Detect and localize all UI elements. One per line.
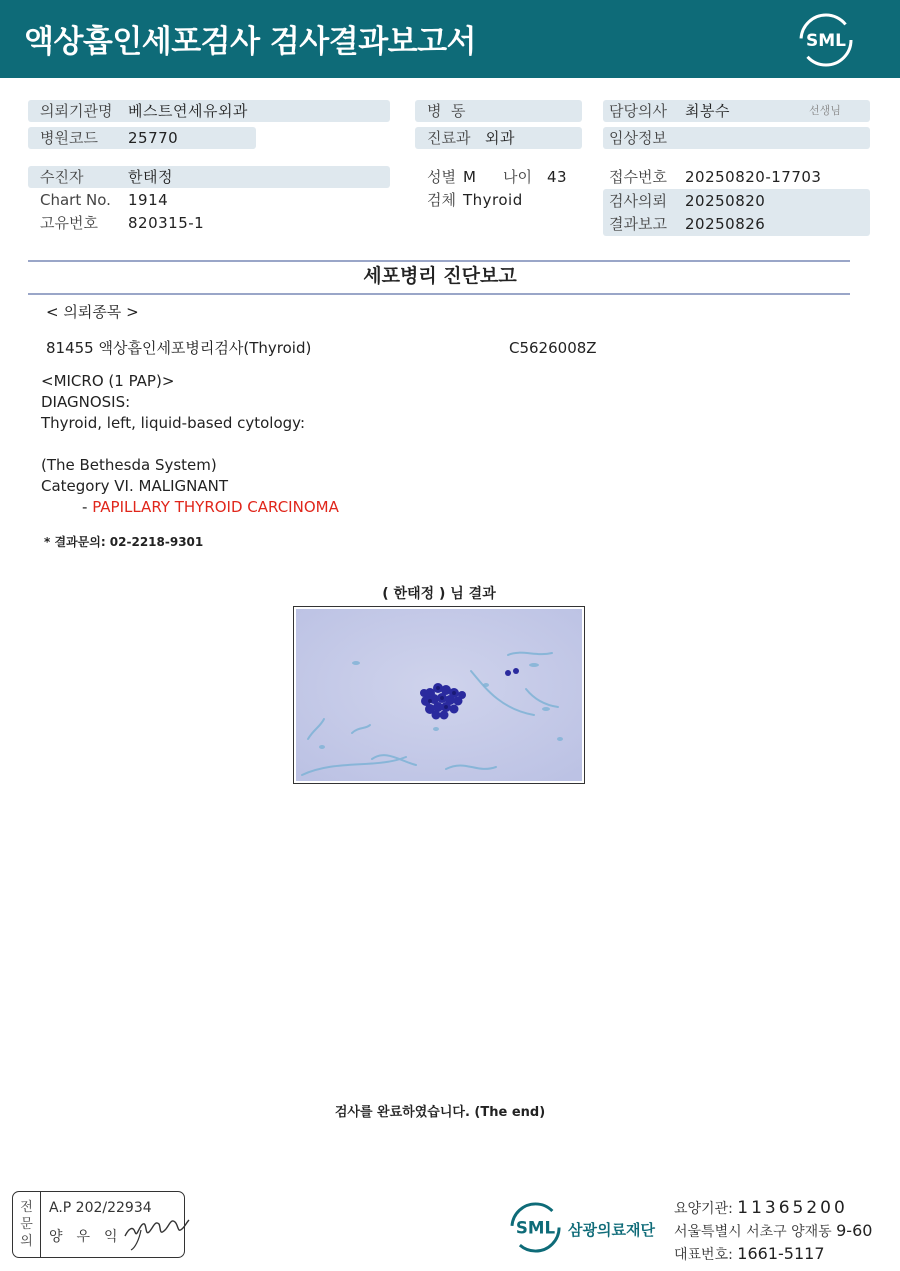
diagnosis-site: Thyroid, left, liquid-based cytology: [41,414,306,432]
institution-code-line [674,1198,848,1218]
sml-logo-text: SML [806,31,846,51]
end-text: 검사를 완료하였습니다. (The end) [334,1105,546,1120]
footer-sml-logo-icon [508,1200,563,1255]
patient-name-field [28,166,390,188]
test-code-name: 81455 액상흡인세포병리검사(Thyroid) [46,339,312,357]
stamp-side-label [13,1192,41,1257]
footer-logo-text: SML [515,1218,556,1238]
phone-value: 1661-5117 [737,1244,825,1263]
doctor-value: 최봉수 [685,102,730,120]
age-label: 나이 [503,168,532,186]
signature-icon [121,1206,191,1252]
request-date-value: 20250820 [685,192,766,210]
specimen-label: 검체 [427,191,456,209]
inquiry-note: * 결과문의: 02-2218-9301 [44,535,204,549]
finding-dash: - [82,498,93,516]
report-date-value: 20250826 [685,215,766,233]
section-bottom-rule [28,293,850,295]
clinical-info-label: 임상정보 [609,129,667,147]
pathologist-stamp [12,1191,185,1258]
sex-value: M [463,168,477,186]
sex-age-field [415,166,582,188]
patient-name-value: 한태정 [128,168,173,186]
test-id: C5626008Z [509,339,597,357]
chart-no-field [28,189,390,211]
ward-label: 병 동 [427,102,466,120]
receipt-no-field [603,166,870,188]
chart-no-value: 1914 [128,191,169,209]
department-label: 진료과 [427,129,471,147]
result-caption: ( 한태정 ) 님 결과 [382,586,496,602]
address-number: 9-60 [836,1221,873,1240]
institution-code-label: 요양기관: [674,1201,733,1217]
report-header [0,0,900,78]
micro-line: <MICRO (1 PAP)> [41,372,175,390]
unique-id-value: 820315-1 [128,214,205,232]
finding-diagnosis: PAPILLARY THYROID CARCINOMA [92,498,339,516]
hospital-code-value: 25770 [128,129,179,147]
clinical-info-field [603,127,870,149]
unique-id-field [28,212,390,234]
receipt-no-label: 접수번호 [609,168,667,186]
stamp-name: 양우익 [49,1229,132,1245]
cytology-image [293,606,585,784]
specimen-value: Thyroid [463,191,523,209]
patient-name-label: 수진자 [40,168,84,186]
finding-line [82,497,339,518]
institution-code-value: 11365200 [737,1198,848,1218]
address-text: 서울특별시 서초구 양재동 [674,1224,832,1240]
hospital-code-field [28,127,256,149]
request-items-heading: < 의뢰종목 > [46,303,139,321]
doctor-field [603,100,870,122]
section-title: 세포병리 진단보고 [363,265,517,287]
doctor-label: 담당의사 [609,102,667,120]
institution-field [28,100,390,122]
bethesda-system-line: (The Bethesda System) [41,456,217,474]
stamp-side-char-2: 문 [20,1217,33,1232]
address-line [674,1221,872,1241]
phone-line [674,1244,825,1264]
stamp-side-char-1: 전 [20,1200,33,1215]
institution-value: 베스트연세유외과 [128,102,248,120]
department-field [415,127,582,149]
diagnosis-label: DIAGNOSIS: [41,393,131,411]
doctor-suffix: 선생님 [809,104,841,117]
category-line: Category VI. MALIGNANT [41,477,228,495]
department-value: 외과 [485,129,515,147]
cytology-micrograph [296,609,582,781]
sml-logo-icon [798,12,854,68]
specimen-field [415,189,582,211]
report-title: 액상흡인세포검사 검사결과보고서 [24,24,476,60]
chart-no-label: Chart No. [40,191,111,209]
stamp-license: A.P 202/22934 [49,1200,152,1216]
sex-label: 성별 [427,168,456,186]
dates-block [603,189,870,236]
institution-label: 의뢰기관명 [40,102,113,120]
request-date-label: 검사의뢰 [609,192,667,210]
unique-id-label: 고유번호 [40,214,98,232]
hospital-code-label: 병원코드 [40,129,98,147]
report-date-label: 결과보고 [609,215,667,233]
receipt-no-value: 20250820-17703 [685,168,822,186]
stamp-side-char-3: 의 [20,1234,33,1249]
foundation-name: 삼광의료재단 [568,1221,655,1239]
age-value: 43 [547,168,568,186]
phone-label: 대표번호: [674,1247,733,1263]
ward-field [415,100,582,122]
